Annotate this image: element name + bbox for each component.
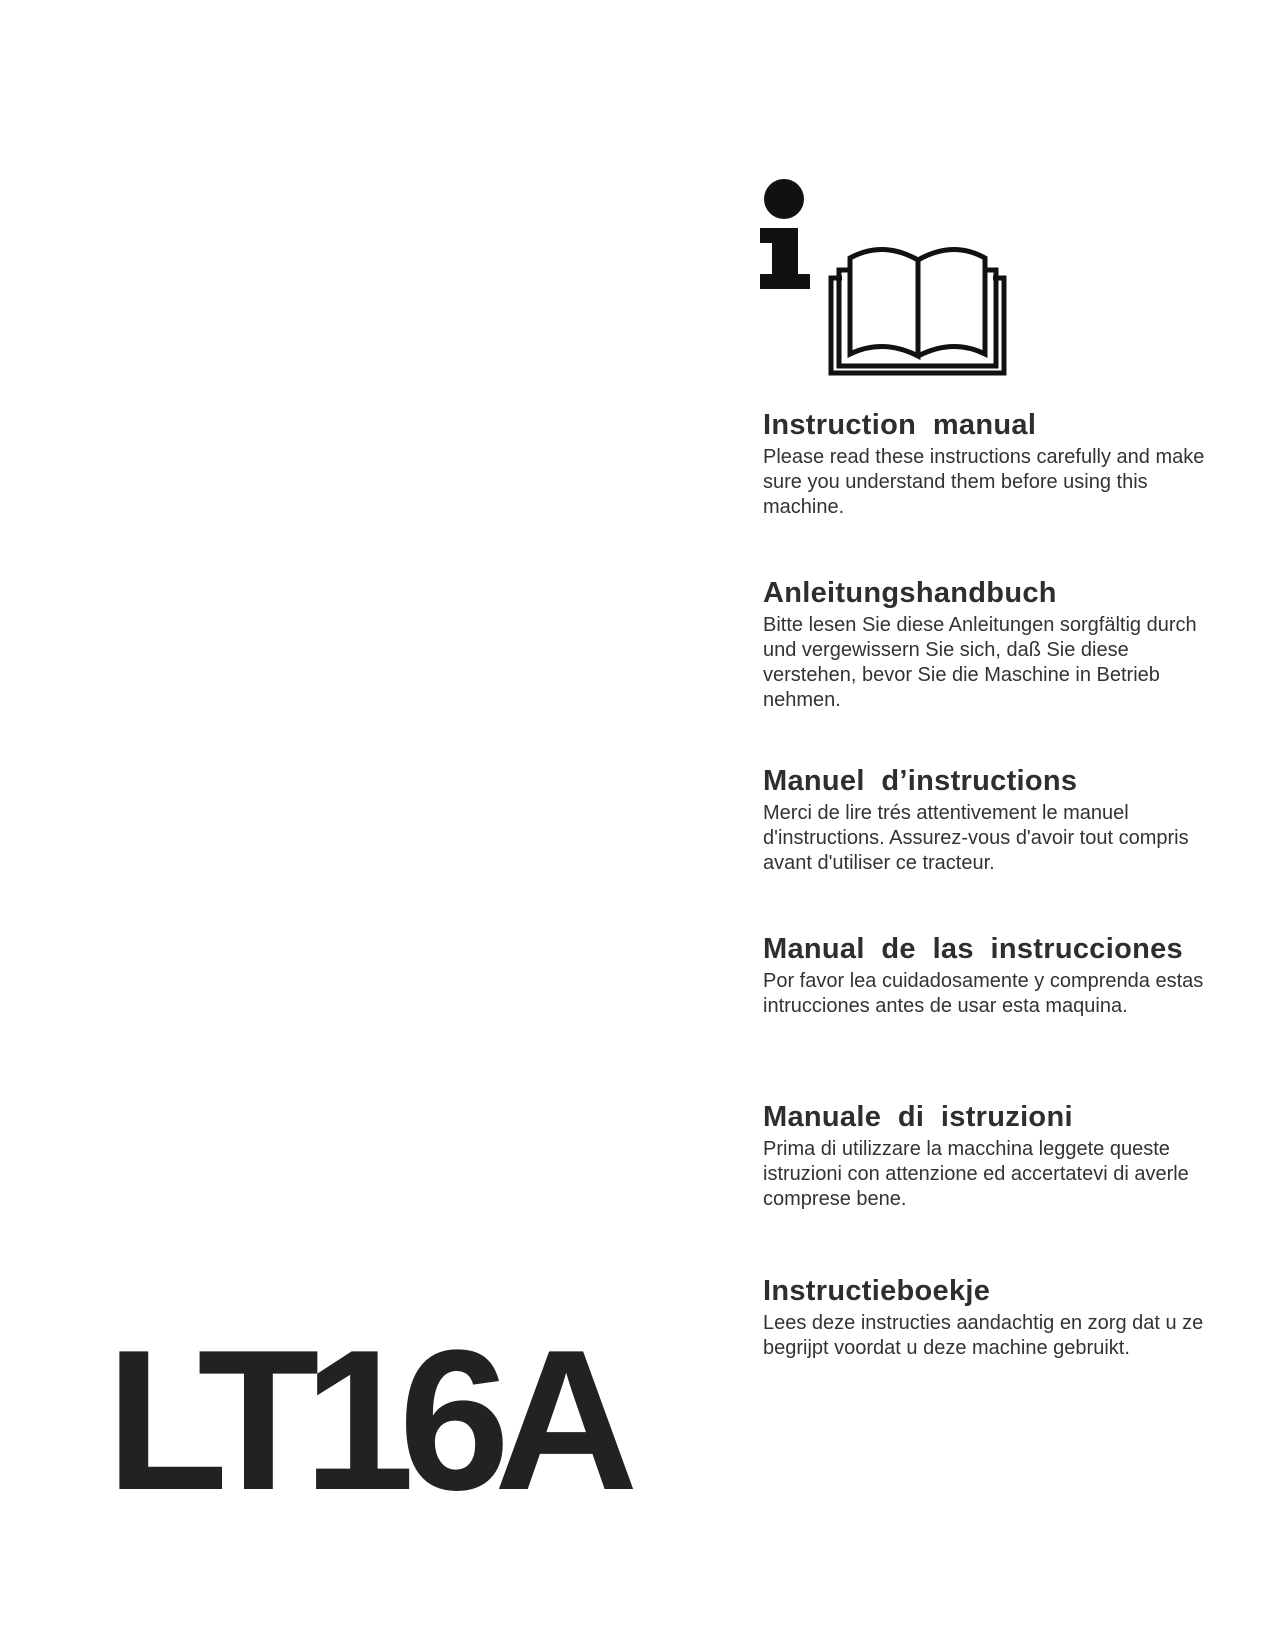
section-body: Lees deze instructies aandachtig en zorg dat u ze begrijpt voordat u deze machine gebruikt. bbox=[763, 1312, 1204, 1359]
section-title: Manuel d’instructions bbox=[763, 765, 1078, 797]
model-number: LT16A bbox=[106, 1309, 623, 1532]
info-manual-icon bbox=[758, 178, 1010, 380]
section-title: Instruction manual bbox=[763, 409, 1037, 441]
section-dutch bbox=[763, 1274, 1223, 1361]
section-title: Anleitungshandbuch bbox=[763, 577, 1057, 609]
section-body: Please read these instructions carefully and make sure you understand them before using this machine. bbox=[763, 446, 1205, 518]
section-french bbox=[763, 764, 1223, 876]
section-body: Bitte lesen Sie diese Anleitungen sorgfältig durch und vergewissern Sie sich, daß Sie diese verstehen, bevor Sie die Maschine in Betrieb nehmen. bbox=[763, 614, 1197, 711]
section-german bbox=[763, 576, 1223, 713]
section-spanish bbox=[763, 932, 1223, 1019]
section-italian bbox=[763, 1100, 1223, 1212]
section-body: Merci de lire trés attentivement le manuel d'instructions. Assurez-vous d'avoir tout compris avant d'utiliser ce tracteur. bbox=[763, 802, 1189, 874]
section-title: Manual de las instrucciones bbox=[763, 933, 1183, 965]
section-title: Manuale di istruzioni bbox=[763, 1101, 1073, 1133]
section-title: Instructieboekje bbox=[763, 1275, 991, 1307]
section-body: Prima di utilizzare la macchina leggete queste istruzioni con attenzione ed accertatevi di averle comprese bene. bbox=[763, 1138, 1189, 1210]
section-english bbox=[763, 408, 1223, 520]
section-body: Por favor lea cuidadosamente y comprenda estas intrucciones antes de usar esta maquina. bbox=[763, 970, 1204, 1017]
